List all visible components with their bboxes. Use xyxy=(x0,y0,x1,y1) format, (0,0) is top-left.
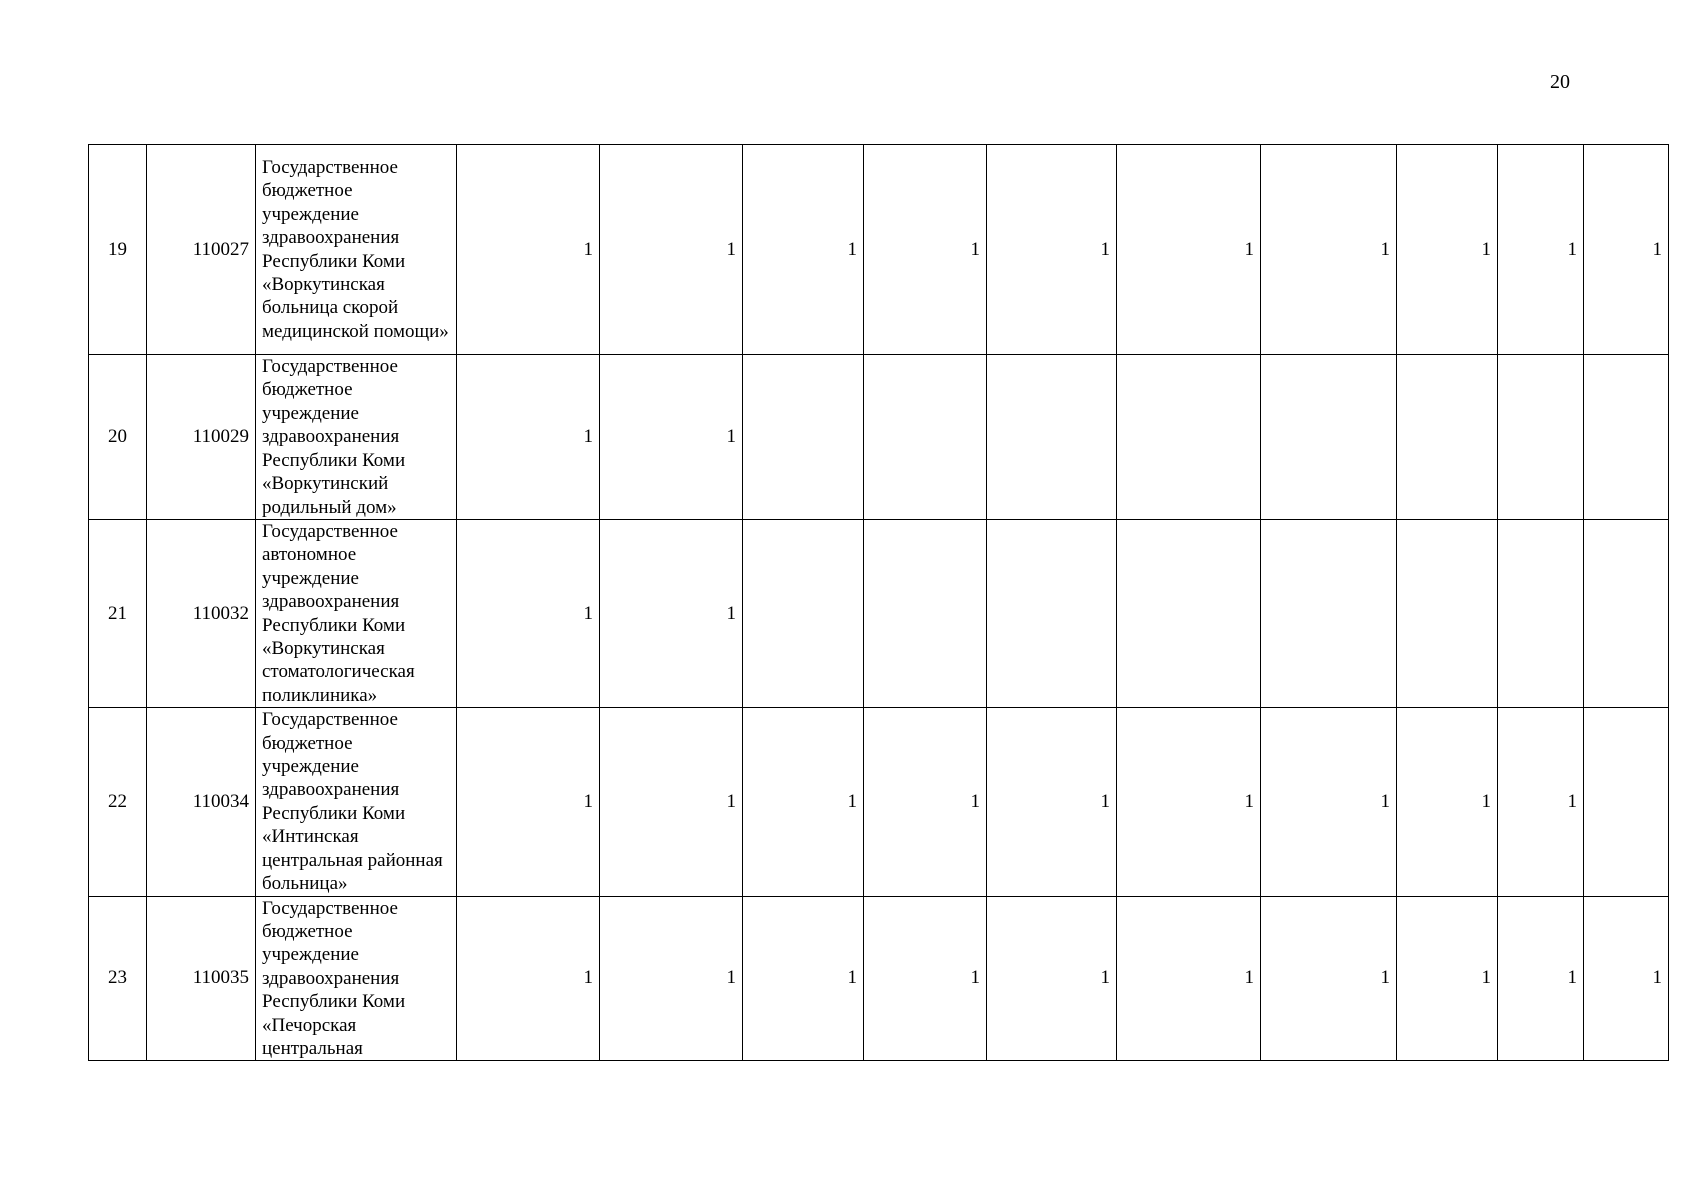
row-number: 22 xyxy=(89,708,147,896)
value-cell xyxy=(1117,355,1261,520)
org-code: 110027 xyxy=(147,145,256,355)
table-row xyxy=(89,520,1669,708)
value-cell: 1 xyxy=(457,708,600,896)
org-code: 110034 xyxy=(147,708,256,896)
page-number: 20 xyxy=(1550,71,1570,93)
value-cell: 1 xyxy=(987,708,1117,896)
value-cell: 1 xyxy=(743,896,864,1061)
value-cell xyxy=(987,355,1117,520)
row-number: 20 xyxy=(89,355,147,520)
org-name: Государственное бюджетное учреждение здравоохранения Республики Коми «Воркутинская больница скорой медицинской помощи» xyxy=(256,145,457,355)
value-cell: 1 xyxy=(600,708,743,896)
value-cell: 1 xyxy=(600,145,743,355)
row-number: 23 xyxy=(89,896,147,1061)
table-row xyxy=(89,708,1669,896)
value-cell xyxy=(1584,355,1669,520)
value-cell: 1 xyxy=(1498,708,1584,896)
value-cell: 1 xyxy=(743,708,864,896)
value-cell xyxy=(743,355,864,520)
value-cell: 1 xyxy=(1498,145,1584,355)
value-cell: 1 xyxy=(457,520,600,708)
value-cell: 1 xyxy=(457,145,600,355)
value-cell xyxy=(1117,520,1261,708)
value-cell: 1 xyxy=(743,145,864,355)
org-name: Государственное бюджетное учреждение здравоохранения Республики Коми «Печорская центральная xyxy=(256,896,457,1061)
value-cell: 1 xyxy=(1397,896,1498,1061)
value-cell xyxy=(1261,520,1397,708)
value-cell xyxy=(1397,520,1498,708)
org-name: Государственное автономное учреждение здравоохранения Республики Коми «Воркутинская стоматологическая поликлиника» xyxy=(256,520,457,708)
value-cell xyxy=(864,520,987,708)
value-cell: 1 xyxy=(1117,896,1261,1061)
value-cell xyxy=(1584,520,1669,708)
org-name: Государственное бюджетное учреждение здравоохранения Республики Коми «Интинская центральная районная больница» xyxy=(256,708,457,896)
value-cell: 1 xyxy=(864,708,987,896)
value-cell xyxy=(987,520,1117,708)
registry-table xyxy=(88,144,1669,1061)
table-row xyxy=(89,145,1669,355)
value-cell: 1 xyxy=(600,355,743,520)
value-cell xyxy=(1498,355,1584,520)
value-cell: 1 xyxy=(1584,896,1669,1061)
value-cell xyxy=(1498,520,1584,708)
value-cell xyxy=(743,520,864,708)
org-code: 110032 xyxy=(147,520,256,708)
value-cell xyxy=(1261,355,1397,520)
value-cell: 1 xyxy=(1261,896,1397,1061)
value-cell: 1 xyxy=(987,896,1117,1061)
value-cell: 1 xyxy=(457,896,600,1061)
value-cell xyxy=(1584,708,1669,896)
value-cell: 1 xyxy=(1117,145,1261,355)
row-number: 19 xyxy=(89,145,147,355)
value-cell: 1 xyxy=(864,145,987,355)
value-cell: 1 xyxy=(1397,708,1498,896)
value-cell: 1 xyxy=(987,145,1117,355)
org-code: 110035 xyxy=(147,896,256,1061)
value-cell: 1 xyxy=(1498,896,1584,1061)
value-cell xyxy=(1397,355,1498,520)
value-cell: 1 xyxy=(864,896,987,1061)
org-code: 110029 xyxy=(147,355,256,520)
value-cell: 1 xyxy=(600,896,743,1061)
value-cell xyxy=(864,355,987,520)
value-cell: 1 xyxy=(600,520,743,708)
value-cell: 1 xyxy=(1117,708,1261,896)
value-cell: 1 xyxy=(1261,145,1397,355)
value-cell: 1 xyxy=(457,355,600,520)
value-cell: 1 xyxy=(1584,145,1669,355)
row-number: 21 xyxy=(89,520,147,708)
table-row xyxy=(89,355,1669,520)
table-row xyxy=(89,896,1669,1061)
value-cell: 1 xyxy=(1397,145,1498,355)
org-name: Государственное бюджетное учреждение здравоохранения Республики Коми «Воркутинский родильный дом» xyxy=(256,355,457,520)
value-cell: 1 xyxy=(1261,708,1397,896)
